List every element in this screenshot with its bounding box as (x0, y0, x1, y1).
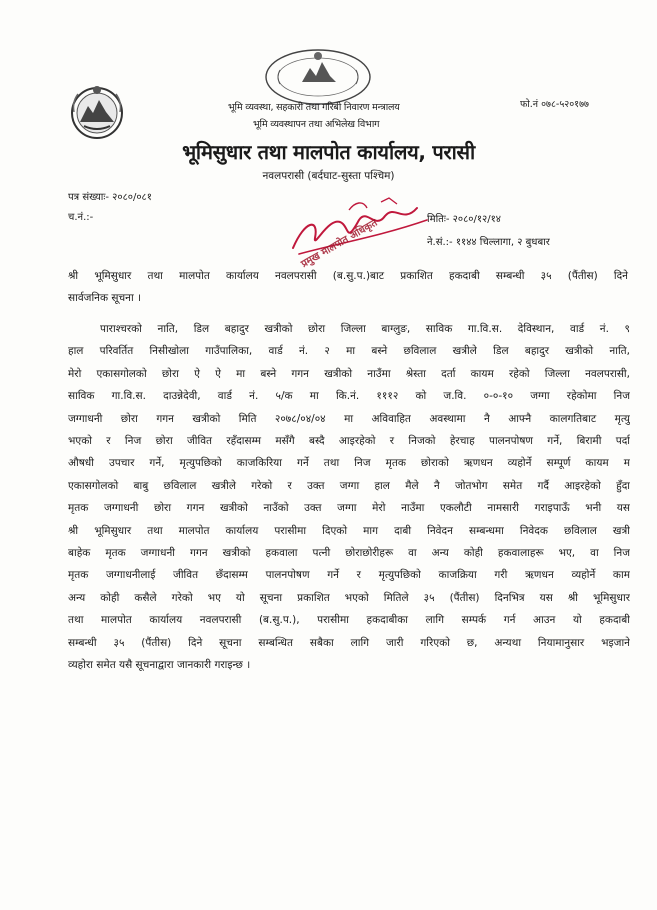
nepal-samvat-date: ने.सं.:- ११४४ चिल्लागा, २ बुधबार (427, 237, 550, 248)
body-line: सम्बन्धी ३५ (पैंतीस) दिने सूचना सम्बन्धित सबैका लागि जारी गरिएको छ, अन्यथा नियामानुसार भइजाने (68, 636, 630, 649)
subject-line: सार्वजनिक सूचना । (68, 292, 142, 304)
dispatch-number: च.नं.:- (68, 212, 94, 223)
body-line: भएको र निज छोरा जीवित रहँदासम्म मसँगै बस्दै आइरहेको र निजको हेरचाह पालनपोषण गर्ने, बिरामी पर्दा (68, 435, 630, 448)
body-line: पाराश्चरको नाति, डिल बहादुर खत्रीको छोरा जिल्ला बाग्लुङ, साविक गा.वि.स. देविस्थान, वार्ड नं. ९ (100, 323, 630, 335)
government-seal-icon (262, 46, 374, 108)
body-line: एकासगोलको बाबु छविलाल खत्रीले गरेको र उक्त जग्गा हाल मैले नै जोतभोग समेत गर्दै आइरहेको हुँदा (68, 479, 630, 492)
office-subtitle: नवलपरासी (बर्दघाट-सुस्ता पश्चिम) (262, 170, 395, 182)
officer-stamp: प्रमुख मालपोत अधिकृत (299, 217, 380, 271)
notice-subject (68, 265, 628, 309)
body-line: व्यहोरा समेत यसै सूचनाद्वारा जानकारी गराइन्छ । (68, 659, 251, 672)
body-line: बाहेक मृतक जग्गाधनी गगन खत्रीको हकवाला पत्नी छोराछोरीहरू वा अन्य कोही हकवालाहरू भए, वा निज (68, 547, 630, 560)
body-line: श्री भूमिसुधार तथा मालपोत कार्यालय परासीमा दिएको माग दाबी निवेदन सम्बन्धमा निवेदक छविलाल खत्री (68, 524, 630, 537)
department-name: भूमि व्यवस्थापन तथा अभिलेख विभाग (253, 119, 380, 130)
nepal-emblem-icon (66, 82, 128, 140)
notice-body (68, 318, 630, 677)
office-title: भूमिसुधार तथा मालपोत कार्यालय, परासी (182, 140, 475, 164)
body-line: तथा मालपोत कार्यालय नवलपरासी (ब.सु.प.), परासीमा हकदाबीका लागि सम्पर्क गर्न आउन यो हकदाबी (68, 614, 630, 627)
body-line: जग्गाधनी छोरा गगन खत्रीको मिति २०७८/०४/०४ मा अविवाहित अवस्थामा नै आफ्नै कालगतिबाट मृत्यु (68, 412, 630, 425)
body-line: साविक गा.वि.स. दाउन्नेदेवी, वार्ड नं. ५/क मा कि.नं. १११२ को ज.वि. ०-०-१० जग्गा रहेकोमा निज (68, 390, 630, 403)
ministry-name: भूमि व्यवस्था, सहकारी तथा गरिबी निवारण मन्त्रालय (228, 102, 400, 113)
body-line: मृतक जग्गाधनीलाई जीवित छँदासम्म पालनपोषण गर्ने र मृत्युपछिको काजक्रिया गरी ऋणधन व्यहोर्ने काम (68, 569, 630, 582)
subject-line: श्री भूमिसुधार तथा मालपोत कार्यालय नवलपरासी (ब.सु.प.)बाट प्रकाशित हकदाबी सम्बन्धी ३५ (पैंतीस) दिने (68, 270, 628, 282)
body-line: औषधी उपचार गर्ने, मृत्युपछिको काजकिरिया गर्ने तथा निज मृतक छोराको ऋणधन व्यहोर्ने सम्पूर्ण कायम म (68, 457, 630, 470)
body-line: हाल परिवर्तित निसीखोला गाउँपालिका, वार्ड नं. २ मा बस्ने छविलाल खत्रीले डिल बहादुर खत्रीको नाति, (68, 345, 630, 358)
phone-number: फो.नं ०७८-५२०१७७ (520, 99, 589, 110)
letter-number: पत्र संख्याः- २०८०/०८१ (68, 192, 152, 203)
body-line: मेरो एकासगोलको छोरा ऐ ऐ मा बस्ने गगन खत्रीको नाउँमा श्रेस्ता दर्ता कायम रहेको जिल्ला नवलपरासी, (68, 367, 630, 380)
body-line: मृतक जग्गाधनी छोरा गगन खत्रीको नाउँको उक्त जग्गा मेरो नाउँमा एकलौटी नामसारी गराइपाऊँ भनी यस (68, 502, 630, 515)
body-line: अन्य कोही कसैले गरेको भए यो सूचना प्रकाशित भएको मितिले ३५ (पैंतीस) दिनभित्र यस श्री भूमिसुधार (68, 591, 630, 604)
issue-date: मितिः- २०८०/१२/१४ (427, 214, 502, 225)
